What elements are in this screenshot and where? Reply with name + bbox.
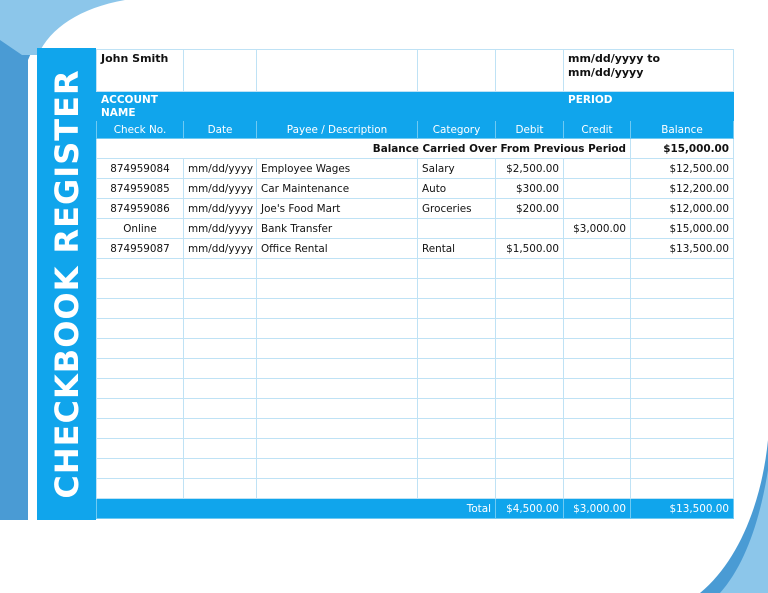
check-number-cell[interactable]: Online (97, 219, 184, 239)
empty-cell[interactable] (257, 459, 418, 479)
empty-cell[interactable] (564, 259, 631, 279)
title-banner (37, 48, 96, 520)
debit-cell[interactable]: $1,500.00 (496, 239, 564, 259)
empty-row (97, 479, 734, 499)
date-cell[interactable]: mm/dd/yyyy (184, 179, 257, 199)
empty-cell[interactable] (564, 359, 631, 379)
empty-cell[interactable] (631, 359, 734, 379)
blank-cell (496, 50, 564, 92)
credit-cell[interactable]: $3,000.00 (564, 219, 631, 239)
empty-cell[interactable] (97, 479, 184, 499)
carry-over-label: Balance Carried Over From Previous Period (97, 139, 631, 159)
total-balance: $13,500.00 (631, 499, 734, 519)
empty-cell[interactable] (184, 339, 257, 359)
empty-cell[interactable] (496, 339, 564, 359)
empty-cell[interactable] (418, 379, 496, 399)
credit-cell[interactable] (564, 179, 631, 199)
column-header-payee: Payee / Description (257, 121, 418, 139)
empty-cell[interactable] (496, 479, 564, 499)
empty-cell[interactable] (418, 359, 496, 379)
empty-cell[interactable] (631, 379, 734, 399)
column-header-category: Category (418, 121, 496, 139)
payee-cell[interactable]: Employee Wages (257, 159, 418, 179)
label-row (97, 92, 734, 121)
balance-cell[interactable]: $12,200.00 (631, 179, 734, 199)
empty-cell[interactable] (257, 479, 418, 499)
empty-row (97, 299, 734, 319)
transaction-row (97, 219, 734, 239)
column-header-credit: Credit (564, 121, 631, 139)
category-cell[interactable]: Auto (418, 179, 496, 199)
empty-cell[interactable] (564, 419, 631, 439)
date-cell[interactable]: mm/dd/yyyy (184, 159, 257, 179)
account-name-label: ACCOUNT NAME (97, 92, 184, 121)
empty-cell[interactable] (418, 459, 496, 479)
empty-cell[interactable] (631, 339, 734, 359)
empty-cell[interactable] (631, 399, 734, 419)
blank-cell (418, 50, 496, 92)
empty-cell[interactable] (418, 339, 496, 359)
empty-cell[interactable] (184, 299, 257, 319)
empty-cell[interactable] (257, 279, 418, 299)
blank-cell (496, 92, 564, 121)
column-header-check-no: Check No. (97, 121, 184, 139)
empty-cell[interactable] (257, 259, 418, 279)
empty-cell[interactable] (257, 439, 418, 459)
empty-cell[interactable] (97, 359, 184, 379)
empty-cell[interactable] (564, 279, 631, 299)
register-table (96, 49, 734, 519)
empty-cell[interactable] (97, 319, 184, 339)
blank-cell (257, 50, 418, 92)
blank-cell (184, 50, 257, 92)
empty-cell[interactable] (418, 439, 496, 459)
empty-cell[interactable] (631, 439, 734, 459)
payee-cell[interactable]: Bank Transfer (257, 219, 418, 239)
empty-cell[interactable] (496, 319, 564, 339)
empty-cell[interactable] (496, 259, 564, 279)
empty-cell[interactable] (631, 319, 734, 339)
empty-cell[interactable] (184, 399, 257, 419)
total-credit: $3,000.00 (564, 499, 631, 519)
empty-cell[interactable] (257, 379, 418, 399)
empty-cell[interactable] (496, 379, 564, 399)
empty-row (97, 359, 734, 379)
check-number-cell[interactable]: 874959086 (97, 199, 184, 219)
empty-cell[interactable] (97, 459, 184, 479)
empty-cell[interactable] (564, 339, 631, 359)
balance-cell[interactable]: $12,000.00 (631, 199, 734, 219)
transaction-row (97, 199, 734, 219)
empty-cell[interactable] (97, 279, 184, 299)
period-label: PERIOD (564, 92, 631, 121)
header-info-row (97, 50, 734, 92)
empty-cell[interactable] (631, 299, 734, 319)
empty-row (97, 399, 734, 419)
check-number-cell[interactable]: 874959084 (97, 159, 184, 179)
empty-row (97, 319, 734, 339)
category-cell[interactable]: Salary (418, 159, 496, 179)
empty-cell[interactable] (257, 399, 418, 419)
balance-cell[interactable]: $13,500.00 (631, 239, 734, 259)
empty-cell[interactable] (257, 359, 418, 379)
column-header-debit: Debit (496, 121, 564, 139)
empty-cell[interactable] (257, 419, 418, 439)
payee-cell[interactable]: Joe's Food Mart (257, 199, 418, 219)
empty-cell[interactable] (257, 319, 418, 339)
blank-cell (418, 92, 496, 121)
empty-cell[interactable] (496, 279, 564, 299)
empty-row (97, 279, 734, 299)
date-cell[interactable]: mm/dd/yyyy (184, 199, 257, 219)
empty-cell[interactable] (184, 479, 257, 499)
empty-cell[interactable] (184, 279, 257, 299)
empty-cell[interactable] (496, 419, 564, 439)
empty-cell[interactable] (564, 439, 631, 459)
debit-cell[interactable] (496, 219, 564, 239)
empty-row (97, 259, 734, 279)
empty-cell[interactable] (97, 379, 184, 399)
transaction-row (97, 159, 734, 179)
empty-row (97, 419, 734, 439)
date-cell[interactable]: mm/dd/yyyy (184, 219, 257, 239)
empty-row (97, 459, 734, 479)
empty-cell[interactable] (184, 359, 257, 379)
empty-cell[interactable] (184, 419, 257, 439)
debit-cell[interactable]: $300.00 (496, 179, 564, 199)
register-title: CHECKBOOK REGISTER (47, 69, 86, 499)
empty-cell[interactable] (631, 479, 734, 499)
debit-cell[interactable]: $200.00 (496, 199, 564, 219)
empty-cell[interactable] (184, 379, 257, 399)
empty-cell[interactable] (97, 419, 184, 439)
column-header-row (97, 121, 734, 139)
empty-cell[interactable] (97, 259, 184, 279)
empty-cell[interactable] (257, 299, 418, 319)
balance-cell[interactable]: $12,500.00 (631, 159, 734, 179)
empty-cell[interactable] (631, 419, 734, 439)
empty-cell[interactable] (496, 459, 564, 479)
empty-cell[interactable] (496, 299, 564, 319)
empty-cell[interactable] (418, 479, 496, 499)
empty-cell[interactable] (564, 299, 631, 319)
payee-cell[interactable]: Car Maintenance (257, 179, 418, 199)
empty-row (97, 439, 734, 459)
empty-cell[interactable] (496, 399, 564, 419)
transaction-row (97, 179, 734, 199)
empty-cell[interactable] (418, 399, 496, 419)
empty-cell[interactable] (496, 359, 564, 379)
debit-cell[interactable]: $2,500.00 (496, 159, 564, 179)
category-cell[interactable] (418, 219, 496, 239)
category-cell[interactable]: Groceries (418, 199, 496, 219)
total-label: Total (97, 499, 496, 519)
empty-cell[interactable] (564, 399, 631, 419)
period-value[interactable]: mm/dd/yyyy to mm/dd/yyyy (564, 50, 734, 92)
empty-cell[interactable] (184, 439, 257, 459)
credit-cell[interactable] (564, 239, 631, 259)
empty-cell[interactable] (496, 439, 564, 459)
column-header-date: Date (184, 121, 257, 139)
blank-cell (184, 92, 257, 121)
empty-cell[interactable] (184, 459, 257, 479)
account-holder-name[interactable]: John Smith (97, 50, 184, 92)
empty-cell[interactable] (257, 339, 418, 359)
empty-cell[interactable] (418, 259, 496, 279)
empty-row (97, 339, 734, 359)
empty-cell[interactable] (564, 459, 631, 479)
carry-over-row (97, 139, 734, 159)
empty-cell[interactable] (631, 259, 734, 279)
balance-cell[interactable]: $15,000.00 (631, 219, 734, 239)
check-number-cell[interactable]: 874959087 (97, 239, 184, 259)
empty-cell[interactable] (564, 379, 631, 399)
empty-cell[interactable] (631, 459, 734, 479)
blank-cell (257, 92, 418, 121)
empty-cell[interactable] (97, 299, 184, 319)
category-cell[interactable]: Rental (418, 239, 496, 259)
date-cell[interactable]: mm/dd/yyyy (184, 239, 257, 259)
empty-cell[interactable] (564, 319, 631, 339)
transaction-row (97, 239, 734, 259)
totals-row (97, 499, 734, 519)
payee-cell[interactable]: Office Rental (257, 239, 418, 259)
carry-over-amount[interactable]: $15,000.00 (631, 139, 734, 159)
empty-cell[interactable] (418, 319, 496, 339)
empty-row (97, 379, 734, 399)
empty-cell[interactable] (564, 479, 631, 499)
empty-cell[interactable] (418, 279, 496, 299)
empty-cell[interactable] (97, 399, 184, 419)
column-header-balance: Balance (631, 121, 734, 139)
credit-cell[interactable] (564, 199, 631, 219)
check-number-cell[interactable]: 874959085 (97, 179, 184, 199)
empty-cell[interactable] (184, 319, 257, 339)
empty-cell[interactable] (184, 259, 257, 279)
empty-cell[interactable] (418, 419, 496, 439)
empty-cell[interactable] (631, 279, 734, 299)
total-debit: $4,500.00 (496, 499, 564, 519)
empty-cell[interactable] (97, 339, 184, 359)
credit-cell[interactable] (564, 159, 631, 179)
blank-cell (631, 92, 734, 121)
empty-cell[interactable] (97, 439, 184, 459)
empty-cell[interactable] (418, 299, 496, 319)
